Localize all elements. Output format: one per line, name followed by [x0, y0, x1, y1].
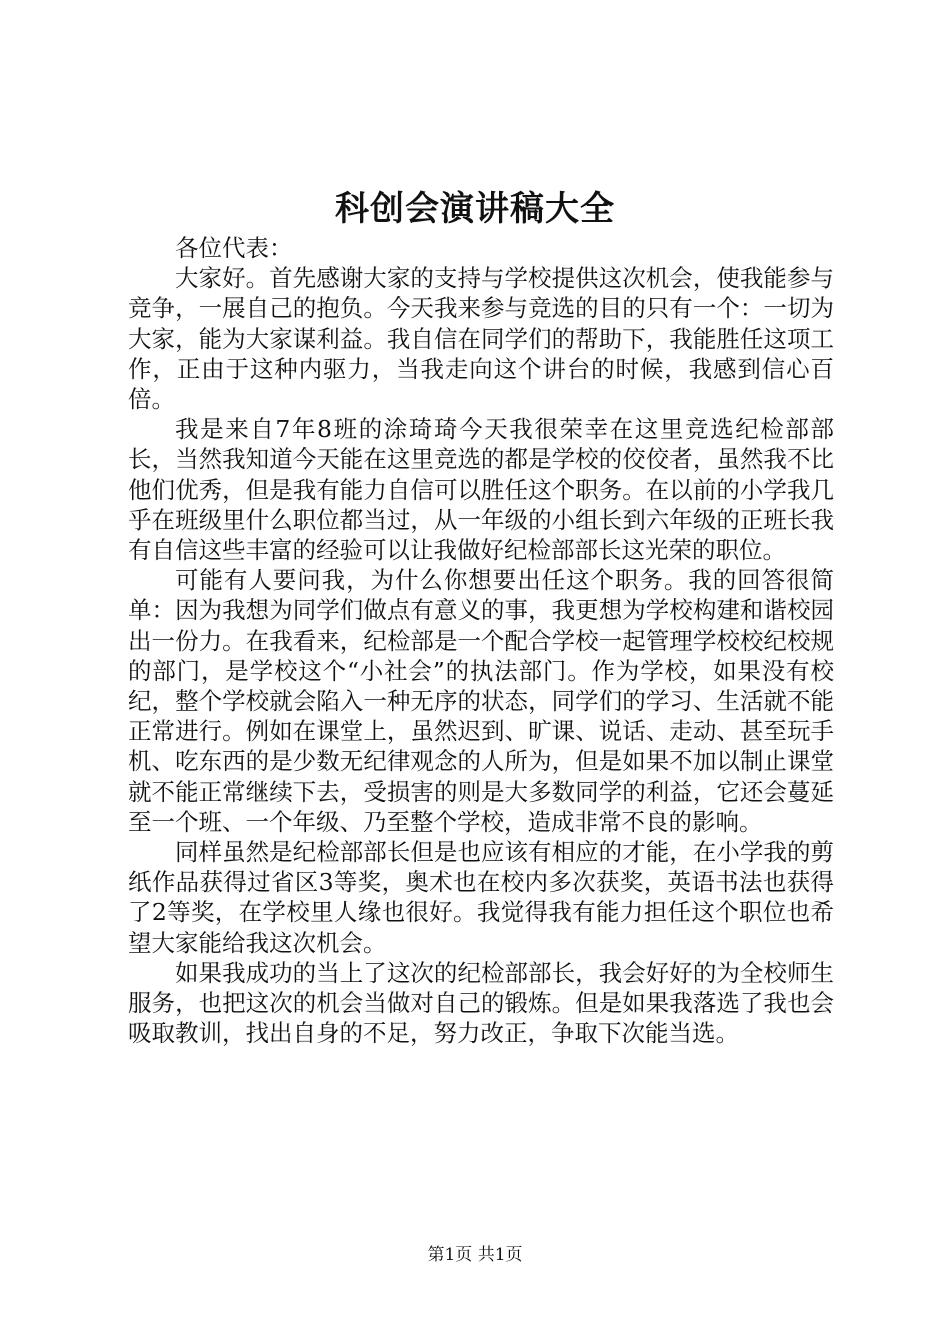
paragraph-2: 我是来自7年8班的涂琦琦今天我很荣幸在这里竞选纪检部部长，当然我知道今天能在这里竞选的都是学校的佼佼者，虽然我不比他们优秀，但是我有能力自信可以胜任这个职务。在以前的小学我几乎在班级里什么职位都当过，从一年级的小组长到六年级的正班长我有自信这些丰富的经验可以让我做好纪检部部长这光荣的职位。 — [128, 415, 834, 565]
page-footer: 第1页 共1页 — [427, 1245, 523, 1265]
paragraph-4: 同样虽然是纪检部部长但是也应该有相应的才能，在小学我的剪纸作品获得过省区3等奖，奥术也在校内多次获奖，英语书法也获得了2等奖，在学校里人缘也很好。我觉得我有能力担任这个职位也希望大家能给我这次机会。 — [128, 838, 834, 957]
paragraph-3: 可能有人要问我，为什么你想要出任这个职务。我的回答很简单：因为我想为同学们做点有意义的事，我更想为学校构建和谐校园出一份力。在我看来，纪检部是一个配合学校一起管理学校校纪校规的部门，是学校这个“小社会”的执法部门。作为学校，如果没有校纪，整个学校就会陷入一种无序的状态，同学们的学习、生活就不能正常进行。例如在课堂上，虽然迟到、旷课、说话、走动、甚至玩手机、吃东西的是少数无纪律观念的人所为，但是如果不加以制止课堂就不能正常继续下去，受损害的则是大多数同学的利益，它还会蔓延至一个班、一个年级、乃至整个学校，造成非常不良的影响。 — [128, 566, 834, 836]
document-title: 科创会演讲稿大全 — [335, 189, 615, 229]
document-body — [128, 233, 834, 1048]
paragraph-5: 如果我成功的当上了这次的纪检部部长，我会好好的为全校师生服务，也把这次的机会当做对自己的锻炼。但是如果我落选了我也会吸取教训，找出自身的不足，努力改正，争取下次能当选。 — [128, 958, 834, 1048]
paragraph-1: 大家好。首先感谢大家的支持与学校提供这次机会，使我能参与竞争，一展自己的抱负。今天我来参与竞选的目的只有一个：一切为大家，能为大家谋利益。我自信在同学们的帮助下，我能胜任这项工作，正由于这种内驱力，当我走向这个讲台的时候，我感到信心百倍。 — [128, 264, 834, 414]
salutation: 各位代表： — [175, 234, 293, 262]
